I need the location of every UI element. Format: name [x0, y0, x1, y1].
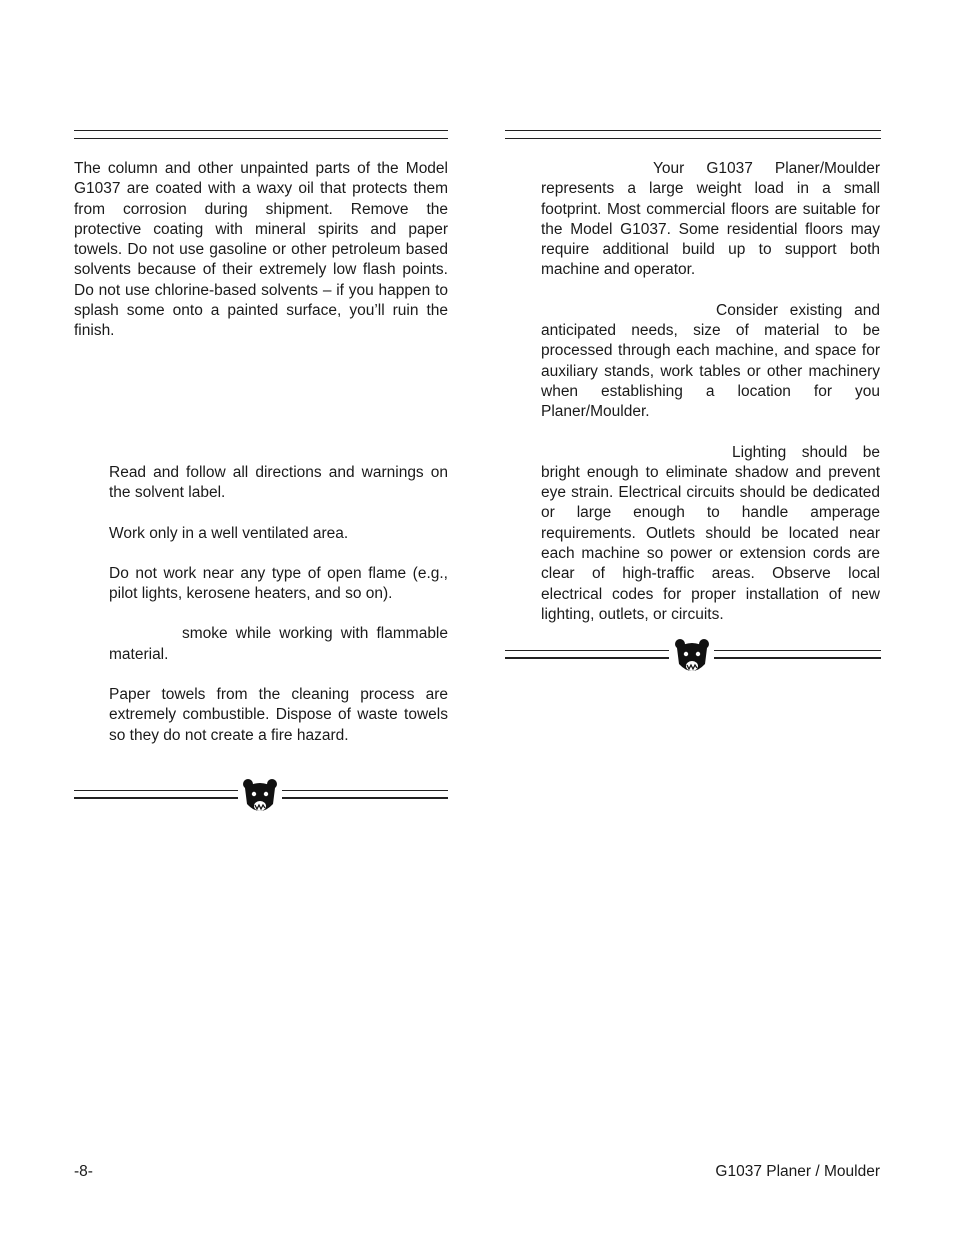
safety-item-towels: Paper towels from the cleaning process are extremely combustible. Dispose of waste towels so they do not create a fire hazard. [109, 686, 448, 744]
lighting-outlets-paragraph: Lighting should be bright enough to eliminate shadow and prevent eye strain. Electrical circuits should be dedicated or large enough to handle amperage requirements. Outlets should be located near each machine so power or extension cords are clear of high-traffic areas. Observe local electrical codes for proper installation of new lighting, outlets, or circuits. [541, 443, 880, 623]
left-section-end-divider [74, 778, 448, 818]
bear-head-logo-icon [674, 638, 710, 683]
safety-item-flame: Do not work near any type of open flame (e.g., pilot lights, kerosene heaters, and so on). [109, 564, 448, 603]
page-number: -8- [74, 1163, 93, 1180]
working-clearances-paragraph: Consider existing and anticipated needs, size of material to be processed through each machine, and space for auxiliary stands, work tables or other machinery when establishing a location for you Planer/Moulder. [541, 301, 880, 421]
right-section-end-divider [505, 638, 881, 678]
cleanup-intro [74, 159, 448, 342]
bear-head-logo-icon [242, 778, 278, 823]
right-section-heading-rule [505, 130, 881, 139]
cleanup-paragraph: The column and other unpainted parts of the Model G1037 are coated with a waxy oil that protects them from corrosion during shipment. Remove the protective coating with mineral spirits and paper towels. Do not use gasoline or other petroleum based solvents because of their extremely low flash points. Do not use chlorine-based solvents – if you happen to splash some onto a painted surface, you’ll ruin the finish. [74, 160, 448, 340]
safety-item-smoking: smoke while working with flammable material. [109, 625, 448, 663]
site-considerations [541, 159, 880, 625]
safety-item-ventilation: Work only in a well ventilated area. [109, 524, 349, 542]
solvent-safety-list [109, 463, 448, 746]
left-section-heading-rule [74, 130, 448, 139]
floor-load-paragraph: Your G1037 Planer/Moulder represents a large weight load in a small footprint. Most commercial floors are suitable for the Model G1037. Some residential floors may require additional build up to support both machine and operator. [541, 160, 880, 279]
safety-item-label: Read and follow all directions and warnings on the solvent label. [109, 464, 448, 502]
document-title: G1037 Planer / Moulder [715, 1163, 880, 1180]
